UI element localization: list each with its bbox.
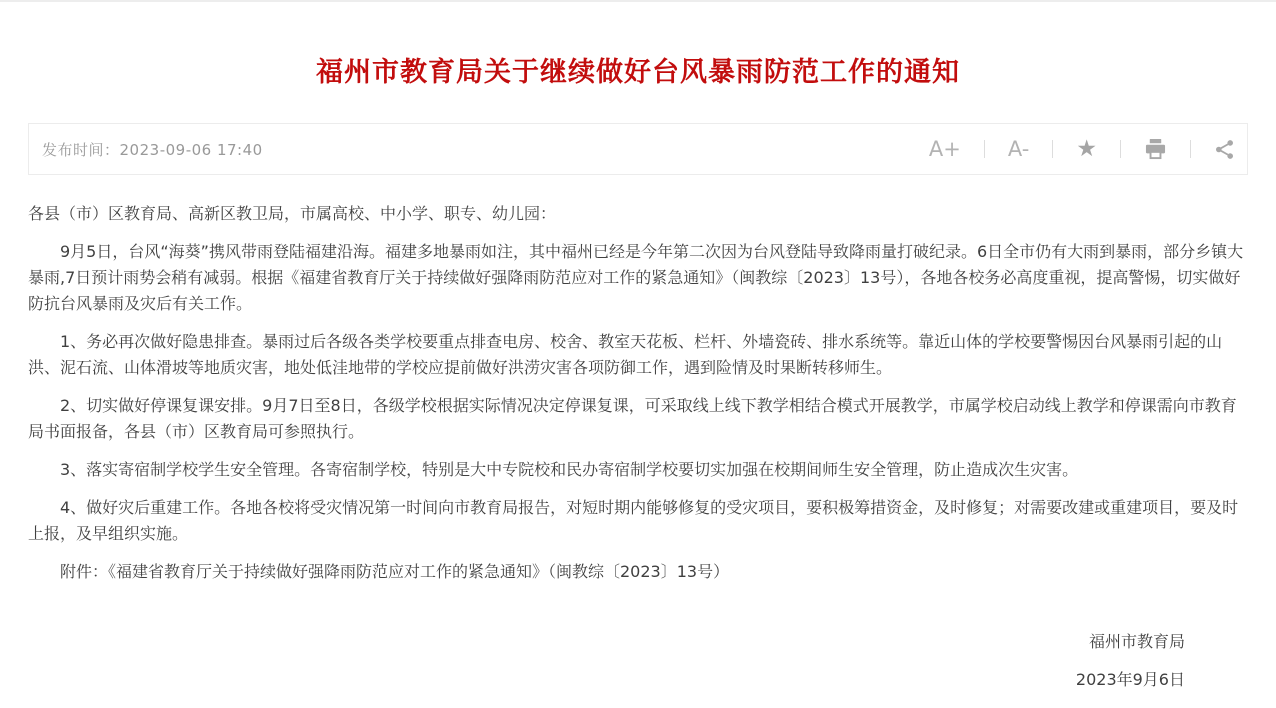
toolbar-divider [1120, 140, 1121, 158]
notice-paragraph: 4、做好灾后重建工作。各地各校将受灾情况第一时间向市教育局报告，对短时期内能够修复的受灾项目，要积极筹措资金，及时修复；对需要改建或重建项目，要及时上报，及早组织实施。 [28, 498, 1239, 543]
publish-time-label: 发布时间： [42, 140, 120, 159]
notice-paragraph: 3、落实寄宿制学校学生安全管理。各寄宿制学校，特别是大中专院校和民办寄宿制学校要切实加强在校期间师生安全管理，防止造成次生灾害。 [60, 460, 1079, 479]
signature-block [28, 629, 1248, 693]
printer-icon [1144, 139, 1167, 160]
star-icon: ★ [1076, 135, 1097, 162]
toolbar-divider [1190, 140, 1191, 158]
meta-bar [28, 123, 1248, 175]
page-title: 福州市教育局关于继续做好台风暴雨防范工作的通知 [316, 57, 960, 88]
notice-paragraph: 1、务必再次做好隐患排查。暴雨过后各级各类学校要重点排查电房、校舍、教室天花板、栏杆、外墙瓷砖、排水系统等。靠近山体的学校要警惕因台风暴雨引起的山洪、泥石流、山体滑坡等地质灾害，地处低洼地带的学校应提前做好洪涝灾害各项防御工作，遇到险情及时果断转移师生。 [28, 332, 1223, 377]
publish-time-value: 2023-09-06 17:40 [119, 140, 263, 159]
notice-body [28, 201, 1248, 693]
publish-time [42, 139, 263, 160]
print-button[interactable] [1144, 139, 1167, 160]
font-increase-button[interactable]: A+ [928, 136, 961, 161]
notice-paragraph: 9月5日，台风“海葵”携风带雨登陆福建沿海。福建多地暴雨如注，其中福州已经是今年第二次因为台风登陆导致降雨量打破纪录。6日全市仍有大雨到暴雨，部分乡镇大暴雨,7日预计雨势会稍有减弱。根据《福建省教育厅关于持续做好强降雨防范应对工作的紧急通知》（闽教综〔2023〕13号），各地各校务必高度重视，提高警惕，切实做好防抗台风暴雨及灾后有关工作。 [28, 242, 1244, 313]
share-icon [1214, 139, 1235, 160]
attachment-line: 附件：《福建省教育厅关于持续做好强降雨防范应对工作的紧急通知》（闽教综〔2023〕13号） [60, 562, 730, 581]
font-decrease-button[interactable]: A- [1007, 136, 1030, 161]
signature-org: 福州市教育局 [1088, 632, 1185, 651]
toolbar-divider [984, 140, 985, 158]
article-toolbar [928, 135, 1235, 162]
signature-date: 2023年9月6日 [1075, 670, 1185, 689]
notice-salutation: 各县（市）区教育局、高新区教卫局，市属高校、中小学、职专、幼儿园： [28, 204, 557, 223]
notice-paragraph: 2、切实做好停课复课安排。9月7日至8日，各级学校根据实际情况决定停课复课，可采取线上线下教学相结合模式开展教学，市属学校启动线上教学和停课需向市教育局书面报备，各县（市）区教育局可参照执行。 [28, 396, 1237, 441]
share-button[interactable] [1214, 139, 1235, 160]
favorite-button[interactable] [1076, 135, 1097, 162]
toolbar-divider [1052, 140, 1053, 158]
